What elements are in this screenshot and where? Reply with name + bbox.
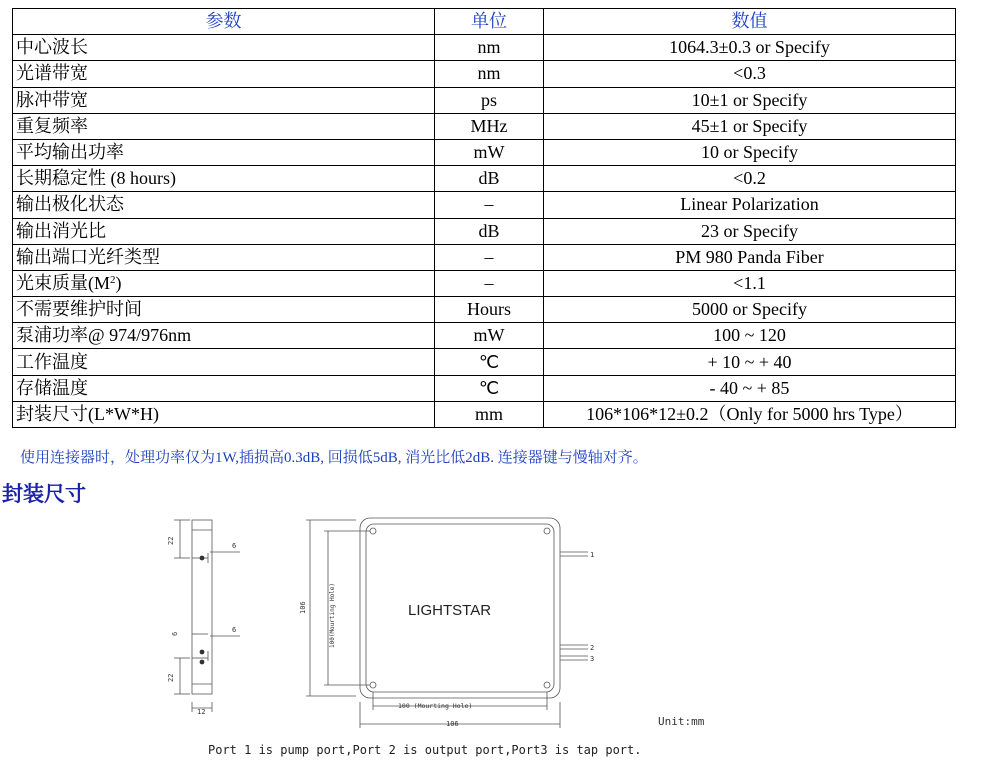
table-row [13,192,956,218]
port-label-1: 1 [590,551,595,559]
unit-cell: dB [435,218,544,244]
value-cell: <0.3 [544,61,956,87]
unit-cell: nm [435,61,544,87]
value-cell: + 10 ~ + 40 [544,349,956,375]
param-cell: 工作温度 [13,349,435,375]
value-cell: 100 ~ 120 [544,323,956,349]
table-row [13,139,956,165]
unit-cell: dB [435,166,544,192]
port-label-2: 2 [590,644,595,652]
param-cell: 光谱带宽 [13,61,435,87]
param-cell: 存储温度 [13,375,435,401]
dim-106-bottom: 106 [446,720,459,728]
param-cell: 泵浦功率@ 974/976nm [13,323,435,349]
unit-cell: mW [435,139,544,165]
param-cell: 封装尺寸(L*W*H) [13,401,435,427]
section-title: 封装尺寸 [2,482,86,506]
table-row [13,401,956,427]
drawing-caption: Port 1 is pump port,Port 2 is output port,Port3 is tap port. [208,743,642,757]
value-cell: - 40 ~ + 85 [544,375,956,401]
dim-22-bottom: 22 [167,673,175,682]
table-row [13,87,956,113]
table-header-row [13,9,956,35]
package-dimension-drawing [160,512,760,762]
fiber-port-2 [560,645,588,649]
value-cell: 10±1 or Specify [544,87,956,113]
param-cell: 输出端口光纤类型 [13,244,435,270]
param-cell: 重复频率 [13,113,435,139]
table-row [13,297,956,323]
mounting-hole [544,528,550,534]
brand-logo: LIGHTSTAR [408,602,492,619]
table-row [13,323,956,349]
value-cell: 45±1 or Specify [544,113,956,139]
value-cell: Linear Polarization [544,192,956,218]
table-row [13,270,956,296]
value-cell: <0.2 [544,166,956,192]
param-cell: 不需要维护时间 [13,297,435,323]
table-row [13,349,956,375]
unit-cell: ℃ [435,349,544,375]
header-param: 参数 [13,9,435,35]
unit-label: Unit:mm [658,715,705,728]
unit-cell: nm [435,35,544,61]
unit-cell: – [435,270,544,296]
dim-22-top: 22 [167,536,175,545]
unit-cell: mW [435,323,544,349]
connector-note: 使用连接器时，处理功率仅为1W,插损高0.3dB, 回损低5dB, 消光比低2dB. 连接器键与慢轴对齐。 [20,450,648,466]
unit-cell: mm [435,401,544,427]
value-cell: 5000 or Specify [544,297,956,323]
value-cell: PM 980 Panda Fiber [544,244,956,270]
table-row [13,244,956,270]
param-cell: 输出消光比 [13,218,435,244]
table-row [13,61,956,87]
value-cell: <1.1 [544,270,956,296]
unit-cell: – [435,192,544,218]
dim-100-left: 100(Mourting Hole) [329,582,336,648]
mounting-hole [370,528,376,534]
param-cell: 平均输出功率 [13,139,435,165]
param-cell: 长期稳定性 (8 hours) [13,166,435,192]
table-row [13,166,956,192]
dim-106-left: 106 [299,601,307,614]
port-label-3: 3 [590,655,595,663]
dim-12: 12 [197,708,206,716]
table-row [13,113,956,139]
side-view-body [192,520,212,694]
header-value: 数值 [544,9,956,35]
param-cell: 脉冲带宽 [13,87,435,113]
fiber-port-1 [560,552,588,556]
param-cell [13,270,435,296]
param-cell: 中心波长 [13,35,435,61]
param-text: 光束质量(M [16,272,110,293]
unit-cell: ℃ [435,375,544,401]
fiber-port-3 [560,656,588,660]
mounting-hole [544,682,550,688]
unit-cell: MHz [435,113,544,139]
unit-cell: – [435,244,544,270]
value-cell: 1064.3±0.3 or Specify [544,35,956,61]
unit-cell: Hours [435,297,544,323]
dim-6-mid-right: 6 [232,626,237,634]
table-row [13,375,956,401]
param-cell: 输出极化状态 [13,192,435,218]
mounting-hole [370,682,376,688]
dim-6-top: 6 [232,542,237,550]
value-cell: 10 or Specify [544,139,956,165]
spec-table [12,8,956,428]
value-cell: 106*106*12±0.2（Only for 5000 hrs Type） [544,401,956,427]
dim-6-mid-left: 6 [171,631,179,636]
unit-cell: ps [435,87,544,113]
table-row [13,35,956,61]
param-text-suffix: ) [115,272,122,293]
value-cell: 23 or Specify [544,218,956,244]
dim-100-bottom: 100 (Mourting Hole) [398,702,473,710]
param-superscript: 2 [110,273,116,286]
header-unit: 单位 [435,9,544,35]
table-row [13,218,956,244]
